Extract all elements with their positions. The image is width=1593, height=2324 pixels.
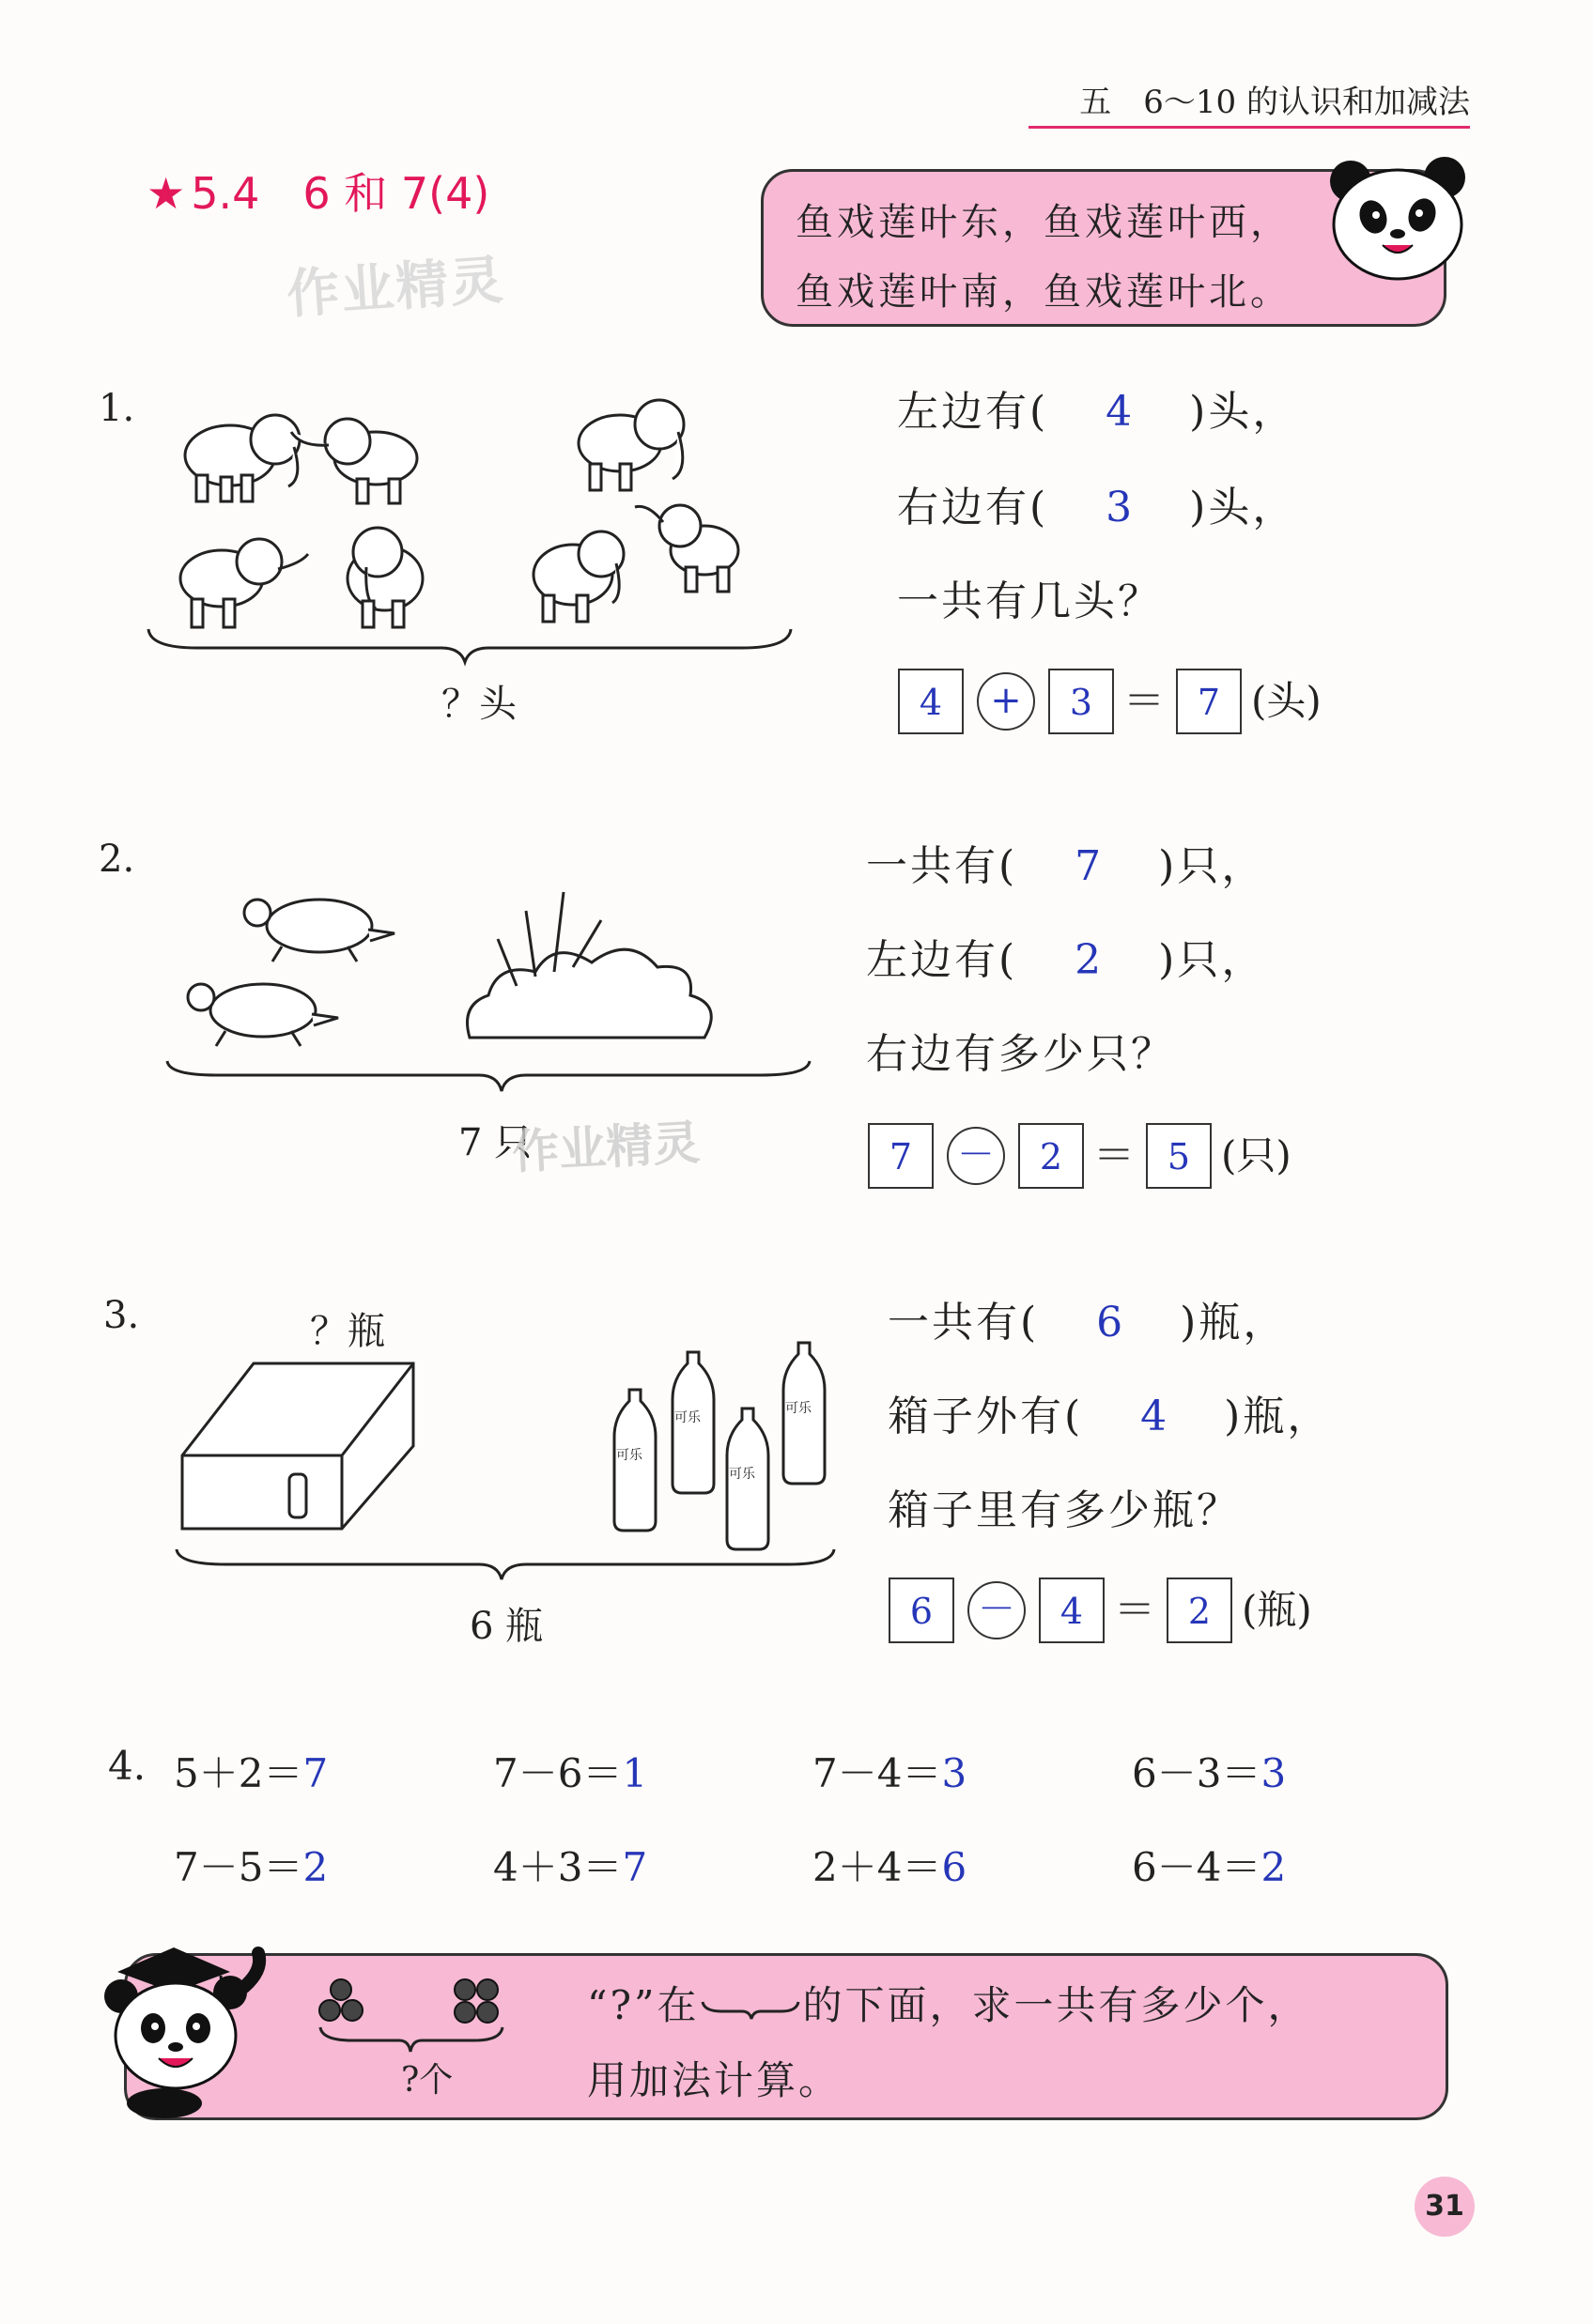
- problem-3-question: 箱子里有多少瓶？: [888, 1486, 1241, 1534]
- unit-label: (瓶): [1242, 1587, 1312, 1633]
- equation-box: 2: [1167, 1578, 1232, 1643]
- tip-line-1: “?”在 的下面，求一共有多少个，: [587, 1982, 1310, 2028]
- answer-blank: 6: [1096, 1299, 1123, 1347]
- problem-2-line-2: 左边有( 2 )只，: [866, 936, 1266, 984]
- elephants-illustration: [141, 376, 798, 667]
- problem-3-caption: 6 瓶: [470, 1605, 544, 1648]
- calc-item: 6－4＝2: [1132, 1844, 1287, 1890]
- rhyme-line-1: 鱼戏莲叶东，鱼戏莲叶西，: [796, 201, 1291, 244]
- lesson-title-text: 5.4 6 和 7(4): [191, 168, 490, 219]
- equation-box: 3: [1048, 669, 1114, 734]
- calc-item: 7－6＝1: [493, 1750, 648, 1796]
- calc-item: 2＋4＝6: [812, 1844, 967, 1890]
- problem-3-number: 3.: [103, 1294, 140, 1337]
- calc-item: 7－4＝3: [812, 1750, 967, 1796]
- problem-1-number: 1.: [99, 387, 135, 430]
- lesson-title: [147, 160, 489, 222]
- calc-item: 4＋3＝7: [493, 1844, 648, 1890]
- answer-blank: 7: [1075, 842, 1102, 890]
- equation-box: 7: [868, 1123, 934, 1189]
- equation-box: 2: [1018, 1123, 1084, 1189]
- calc-item: 5＋2＝7: [174, 1750, 329, 1796]
- problem-1-caption: ？头: [441, 683, 517, 726]
- box-bottles-illustration: [169, 1343, 845, 1578]
- operator-circle: －: [947, 1127, 1005, 1185]
- problem-2-line-1: 一共有( 7 )只，: [866, 842, 1266, 890]
- problem-1-equation: [898, 669, 1349, 738]
- answer-blank: 4: [1140, 1393, 1168, 1440]
- problem-1-line-2: 右边有( 3 )头，: [897, 484, 1297, 531]
- answer-blank: 3: [1106, 484, 1133, 531]
- answer-blank: 2: [1075, 936, 1102, 984]
- tip-caption: ?个: [401, 2061, 454, 2100]
- answer-blank: 4: [1106, 388, 1133, 436]
- equals-sign: ＝: [1123, 677, 1165, 725]
- problem-2-equation: [868, 1123, 1319, 1193]
- equation-box: 5: [1146, 1123, 1212, 1189]
- rhyme-line-2: 鱼戏莲叶南，鱼戏莲叶北。: [796, 270, 1291, 314]
- watermark: 作业精灵: [510, 1115, 702, 1180]
- svg-text:可乐: 可乐: [674, 1410, 701, 1425]
- equation-box: 6: [889, 1578, 954, 1643]
- tip-bubble: [124, 1953, 1448, 2120]
- problem-3-top-caption: ？瓶: [310, 1310, 385, 1353]
- problem-1-line-1: 左边有( 4 )头，: [897, 388, 1297, 436]
- panda-graduate-icon: [99, 1934, 268, 2122]
- problem-3-equation: [889, 1578, 1339, 1647]
- calc-item: 7－5＝2: [174, 1844, 329, 1890]
- tip-line-2: 用加法计算。: [587, 2057, 842, 2103]
- svg-text:可乐: 可乐: [785, 1401, 812, 1416]
- equals-sign: ＝: [1114, 1586, 1155, 1634]
- equation-box: 4: [1039, 1578, 1105, 1643]
- unit-label: (头): [1251, 678, 1322, 724]
- brace-icon: [699, 1994, 802, 2023]
- problem-2-question: 右边有多少只？: [866, 1030, 1175, 1078]
- svg-text:可乐: 可乐: [729, 1467, 755, 1482]
- watermark: 作业精灵: [285, 249, 507, 327]
- problem-2-number: 2.: [99, 838, 135, 881]
- panda-head-icon: [1324, 155, 1475, 286]
- turtles-bush-illustration: [160, 873, 817, 1099]
- calc-item: 6－3＝3: [1132, 1750, 1287, 1796]
- problem-3-line-1: 一共有( 6 )瓶，: [888, 1299, 1288, 1347]
- chapter-header: 五 6～10 的认识和加减法: [1028, 79, 1470, 129]
- problem-3-line-2: 箱子外有( 4 )瓶，: [888, 1393, 1332, 1440]
- equation-box: 4: [898, 669, 964, 734]
- problem-4-number: 4.: [108, 1743, 147, 1789]
- star-icon: ★: [147, 168, 186, 219]
- operator-circle: －: [967, 1581, 1026, 1639]
- equals-sign: ＝: [1093, 1131, 1135, 1179]
- svg-text:可乐: 可乐: [616, 1448, 642, 1463]
- unit-label: (只): [1221, 1132, 1291, 1178]
- page-number: 31: [1415, 2177, 1475, 2237]
- problem-1-question: 一共有几头？: [897, 577, 1162, 625]
- operator-circle: +: [977, 672, 1035, 731]
- equation-box: 7: [1176, 669, 1242, 734]
- problem-2-caption: 7 只: [458, 1121, 533, 1164]
